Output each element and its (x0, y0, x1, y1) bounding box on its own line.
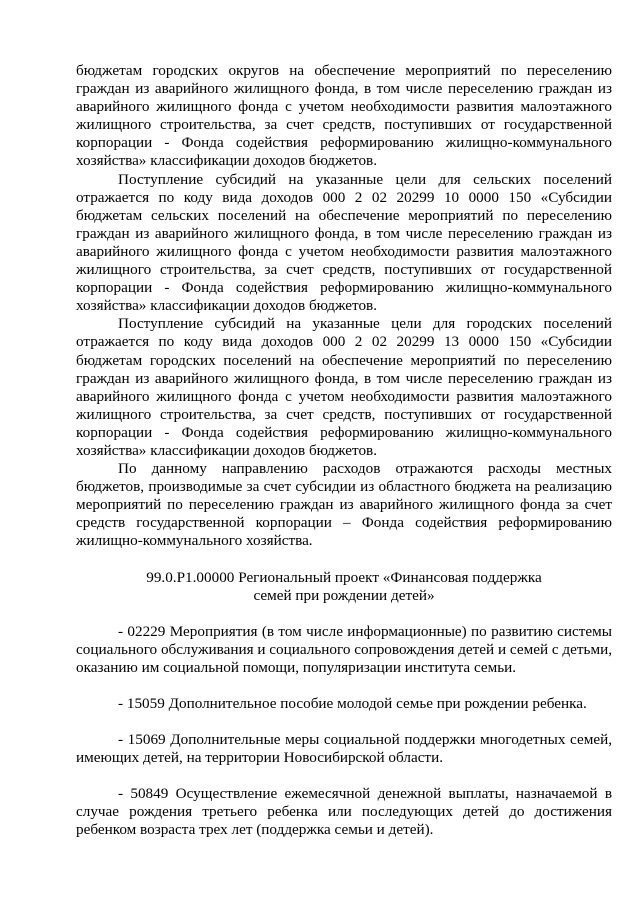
list-item-15059: - 15059 Дополнительное пособие молодой семье при рождении ребенка. (118, 695, 587, 712)
spacer (76, 713, 612, 731)
paragraph-urban-settlements: Поступление субсидий на указанные цели для городских поселений отражается по коду вида доходов 000 2 02 20299 13 0000 150 «Субсидии бюджетам городских поселений на обеспечение мероприятий по переселению граждан из аварийного жилищного фонда, в том числе переселению граждан из аварийного жилищного фонда с учетом необходимости развития малоэтажного жилищного строительства, за счет средств, поступивших от государственной корпорации - Фонда содействия реформированию жилищно-коммунального хозяйства» классификации доходов бюджетов. (76, 315, 612, 459)
spacer (76, 767, 612, 785)
list-item-15069: - 15069 Дополнительные меры социальной поддержки многодетных семей, имеющих детей, на территории Новосибирской области. (76, 731, 612, 767)
paragraph-expenditure-direction: По данному направлению расходов отражаются расходы местных бюджетов, производимые за счет субсидии из областного бюджета на реализацию мероприятий по переселению граждан из аварийного жилищного фонда за счет средств государственной корпорации – Фонда содействия реформированию жилищно-коммунального хозяйства. (76, 460, 612, 550)
paragraph-rural-settlements: Поступление субсидий на указанные цели для сельских поселений отражается по коду вида доходов 000 2 02 20299 10 0000 150 «Субсидии бюджетам сельских поселений на обеспечение мероприятий по переселению граждан из аварийного жилищного фонда, в том числе переселению граждан из аварийного жилищного фонда с учетом необходимости развития малоэтажного жилищного строительства, за счет средств, поступивших от государственной корпорации - Фонда содействия реформированию жилищно-коммунального хозяйства» классификации доходов бюджетов. (76, 170, 612, 315)
section-heading-line2: семей при рождении детей» (253, 586, 435, 604)
section-heading-line1: 99.0.P1.00000 Региональный проект «Финансовая поддержка (146, 568, 542, 586)
list-item-50849: - 50849 Осуществление ежемесячной денежной выплаты, назначаемой в случае рождения третьего ребенка или последующих детей до достижения ребенком возраста трех лет (поддержка семьи и детей). (76, 785, 612, 839)
paragraph-continuation: бюджетам городских округов на обеспечение мероприятий по переселению граждан из аварийного жилищного фонда, в том числе переселению граждан из аварийного жилищного фонда с учетом необходимости развития малоэтажного жилищного строительства, за счет средств, поступивших от государственной корпорации - Фонда содействия реформированию жилищно-коммунального хозяйства» классификации доходов бюджетов. (76, 62, 612, 170)
spacer (76, 551, 612, 569)
spacer (76, 605, 612, 623)
spacer (76, 677, 612, 695)
document-body (76, 62, 612, 840)
list-item-02229: - 02229 Мероприятия (в том числе информационные) по развитию системы социального обслуживания и социального сопровождения детей и семей с детьми, оказанию им социальной помощи, популяризации института семьи. (76, 622, 612, 676)
